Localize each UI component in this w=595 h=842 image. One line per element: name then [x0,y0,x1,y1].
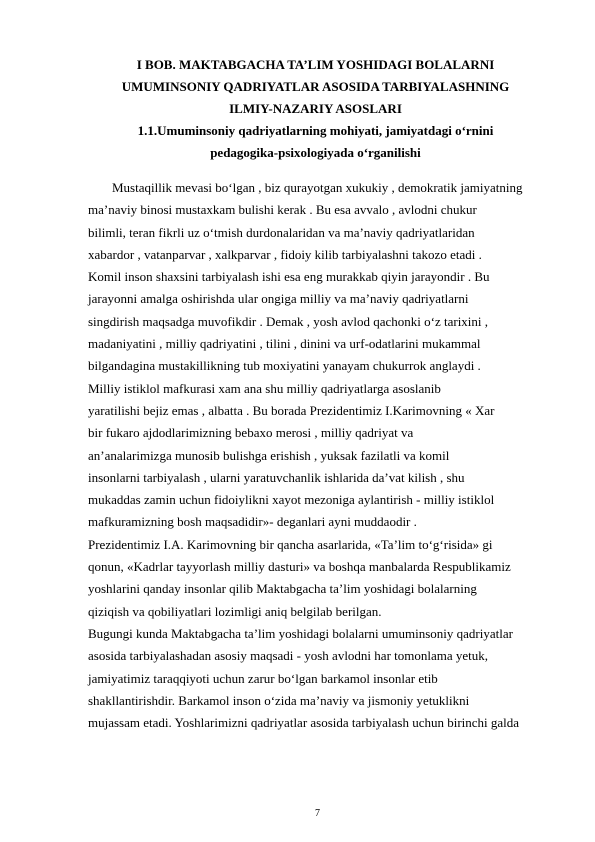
body-line-6: jarayonni amalga oshirishda ular ongiga milliy va ma’naviy qadriyatlarni [88,291,469,307]
chapter-title-line-3: ILMIY-NAZARIY ASOSLARI [229,101,402,116]
body-line-1: Mustaqillik mevasi bo‘lgan , biz qurayotgan xukukiy , demokratik jamiyatning [112,180,523,195]
body-line-3: bilimli, teran fikrli uz o‘tmish durdonalaridan va ma’naviy qadriyatlaridan [88,224,475,240]
chapter-heading [88,54,543,164]
body-line-20: qiziqish va qobiliyatlari lozimligi aniq belgilab berilgan. [88,603,382,619]
body-line-4: xabardor , vatanparvar , xalkparvar , fidoiy kilib tarbiyalashni takozo etadi . [88,246,482,262]
body-line-12: bir fukaro ajdodlarimizning bebaxo merosi , milliy qadriyat va [88,425,414,441]
body-line-5: Komil inson shaxsini tarbiyalash ishi esa eng murakkab qiyin jarayondir . Bu [88,269,490,285]
section-title-line-1: 1.1.Umuminsoniy qadriyatlarning mohiyati, jamiyatdagi o‘rnini [137,123,494,138]
body-line-7: singdirish maqsadga muvofikdir . Demak , yosh avlod qachonki o‘z tarixini , [88,313,489,329]
body-line-18: qonun, «Kadrlar tayyorlash milliy dasturi» va boshqa manbalarda Respublikamiz [88,559,511,575]
body-line-8: madaniyatini , milliy qadriyatini , tilini , dinini va urf-odatlarini mukammal [88,336,481,352]
page-number: 7 [315,808,320,819]
body-line-17: Prezidentimiz I.A. Karimovning bir qancha asarlarida, «Ta’lim to‘g‘risida» gi [88,536,493,552]
body-line-23: jamiyatimiz taraqqiyoti uchun zarur bo‘lgan barkamol insonlar etib [88,670,438,686]
body-line-9: bilgandagina mustakillikning tub moxiyatini yanayam chukurrok anglaydi . [88,358,481,374]
body-line-2: ma’naviy binosi mustaxkam bulishi kerak . Bu esa avvalo , avlodni chukur [88,202,477,218]
body-line-13: an’analarimizga munosib bulishga erishish , yuksak fazilatli va komil [88,447,450,463]
body-line-15: mukaddas zamin uchun fidoiylikni xayot mezoniga aylantirish - milliy istiklol [88,492,495,508]
body-line-10: Milliy istiklol mafkurasi xam ana shu milliy qadriyatlarga asoslanib [88,380,441,396]
body-line-25: mujassam etadi. Yoshlarimizni qadriyatlar asosida tarbiyalash uchun birinchi galda [88,715,520,731]
body-line-24: shakllantirishdir. Barkamol inson o‘zida ma’naviy va jismoniy yetuklikni [88,692,470,708]
body-line-19: yoshlarini qanday insonlar qilib Maktabgacha ta’lim yoshidagi bolalarning [88,581,477,597]
body-text [88,177,558,734]
chapter-title-line-2: UMUMINSONIY QADRIYATLAR ASOSIDA TARBIYALASHNING [121,79,510,94]
body-line-21: Bugungi kunda Maktabgacha ta’lim yoshidagi bolalarni umuminsoniy qadriyatlar [88,625,513,641]
body-line-16: mafkuramizning bosh maqsadidir»- deganlari ayni muddaodir . [88,514,417,530]
body-line-22: asosida tarbiyalashadan asosiy maqsadi - yosh avlodni har tomonlama yetuk, [88,648,489,664]
body-line-14: insonlarni tarbiyalash , ularni yaratuvchanlik ishlarida da’vat kilish , shu [88,469,465,485]
chapter-title-line-1: I BOB. MAKTABGACHA TA’LIM YOSHIDAGI BOLALARNI [136,57,495,72]
body-line-11: yaratilishi bejiz emas , albatta . Bu borada Prezidentimiz I.Karimovning « Xar [88,402,495,418]
section-title-line-2: pedagogika-psixologiyada o‘rganilishi [210,145,421,160]
